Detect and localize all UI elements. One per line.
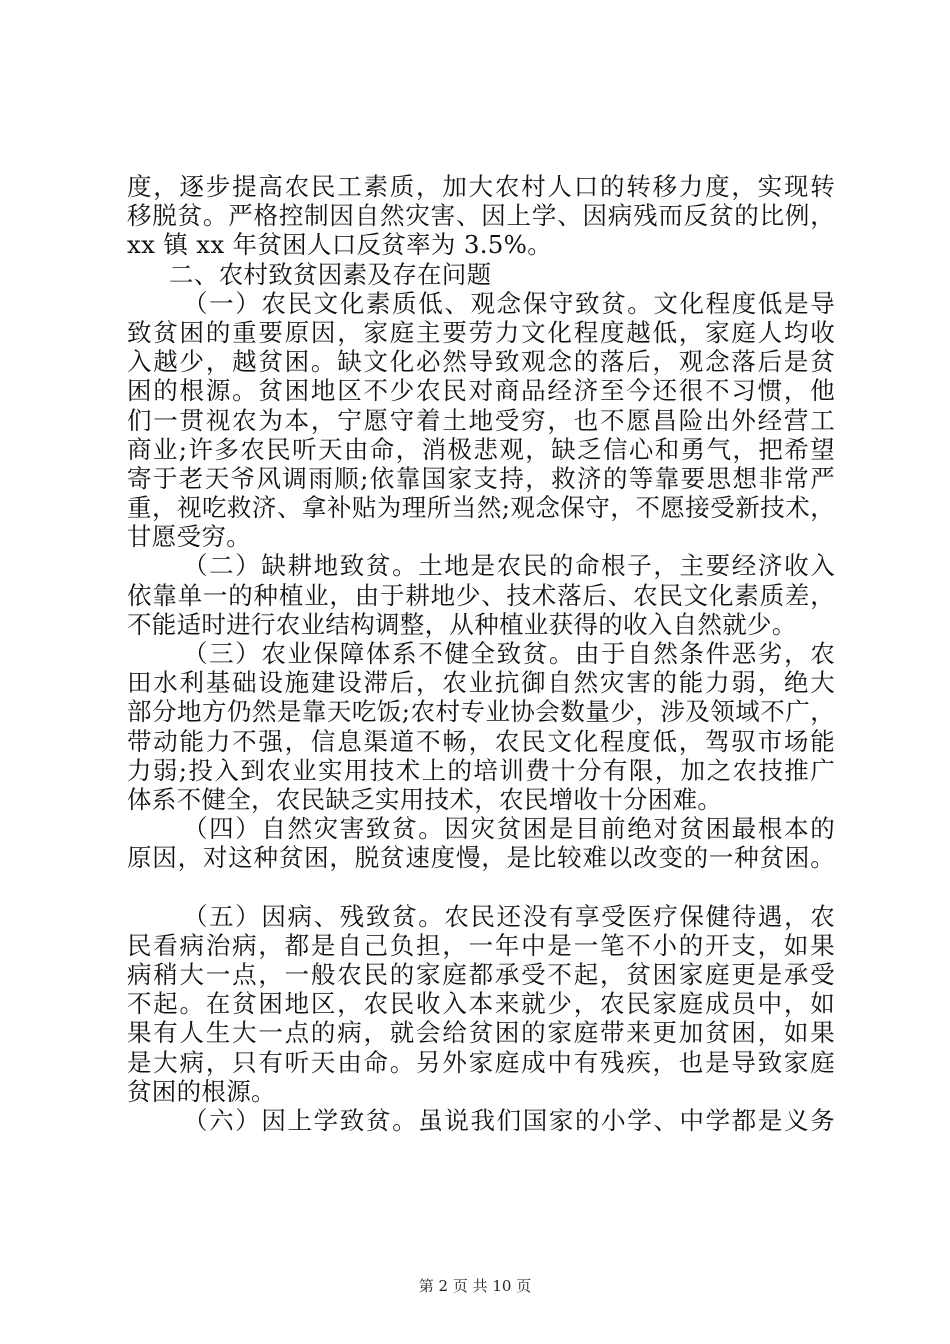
text-line: xx 镇 xx 年贫困人口反贫率为 3.5%。 — [127, 230, 553, 260]
text-line: 力弱;投入到农业实用技术上的培训费十分有限，加之农技推广 — [127, 755, 835, 785]
paragraph-start-line: （二）缺耕地致贫。土地是农民的命根子，主要经济收入 — [183, 551, 835, 581]
text-line: 果有人生大一点的病，就会给贫困的家庭带来更加贫困，如果 — [127, 1018, 835, 1048]
text-line: 重，视吃救济、拿补贴为理所当然;观念保守，不愿接受新技术， — [127, 493, 835, 523]
section-heading: 二、农村致贫因素及存在问题 — [169, 259, 492, 289]
document-body — [127, 172, 835, 1135]
text-line: 病稍大一点，一般农民的家庭都承受不起，贫困家庭更是承受 — [127, 960, 835, 990]
text-line: 甘愿受穷。 — [127, 522, 251, 552]
text-line: 们一贯视农为本，宁愿守着土地受穷，也不愿昌险出外经营工 — [127, 405, 835, 435]
paragraph-start-line: （五）因病、残致贫。农民还没有享受医疗保健待遇，农 — [183, 901, 835, 931]
text-line: 体系不健全，农民缺乏实用技术，农民增收十分困难。 — [127, 784, 723, 814]
text-line: 是大病，只有听天由命。另外家庭成中有残疾，也是导致家庭 — [127, 1047, 835, 1077]
text-line: 带动能力不强，信息渠道不畅，农民文化程度低，驾驭市场能 — [127, 726, 835, 756]
text-line: 困的根源。贫困地区不少农民对商品经济至今还很不习惯，他 — [127, 376, 835, 406]
text-line: 不能适时进行农业结构调整，从种植业获得的收入自然就少。 — [127, 609, 797, 639]
text-line: 寄于老天爷风调雨顺;依靠国家支持，救济的等靠要思想非常严 — [127, 463, 835, 493]
text-line: 致贫困的重要原因，家庭主要劳力文化程度越低，家庭人均收 — [127, 317, 835, 347]
text-line: 田水利基础设施建设滞后，农业抗御自然灾害的能力弱，绝大 — [127, 668, 835, 698]
paragraph-start-line: （四）自然灾害致贫。因灾贫困是目前绝对贫困最根本的 — [183, 814, 835, 844]
text-line: 不起。在贫困地区，农民收入本来就少，农民家庭成员中，如 — [127, 989, 835, 1019]
paragraph-start-line: （一）农民文化素质低、观念保守致贫。文化程度低是导 — [183, 288, 835, 318]
text-line: 商业;许多农民听天由命，消极悲观，缺乏信心和勇气，把希望 — [127, 434, 835, 464]
page-number-footer: 第 2 页 共 10 页 — [418, 1277, 532, 1295]
text-line: 度，逐步提高农民工素质，加大农村人口的转移力度，实现转 — [127, 172, 835, 201]
text-line: 入越少，越贫困。缺文化必然导致观念的落后，观念落后是贫 — [127, 347, 835, 377]
paragraph-start-line: （三）农业保障体系不健全致贫。由于自然条件恶劣，农 — [183, 639, 835, 668]
paragraph-gap — [127, 873, 835, 902]
text-line: 部分地方仍然是靠天吃饭;农村专业协会数量少，涉及领域不广， — [127, 697, 835, 727]
text-line: 依靠单一的种植业，由于耕地少、技术落后、农民文化素质差， — [127, 580, 835, 610]
text-line: 原因，对这种贫困，脱贫速度慢，是比较难以改变的一种贫困。 — [127, 843, 835, 873]
text-line: 贫困的根源。 — [127, 1076, 276, 1106]
paragraph-start-line: （六）因上学致贫。虽说我们国家的小学、中学都是义务 — [183, 1106, 835, 1135]
text-line: 民看病治病，都是自己负担，一年中是一笔不小的开支，如果 — [127, 930, 835, 960]
text-line: 移脱贫。严格控制因自然灾害、因上学、因病残而反贫的比例， — [127, 201, 835, 231]
